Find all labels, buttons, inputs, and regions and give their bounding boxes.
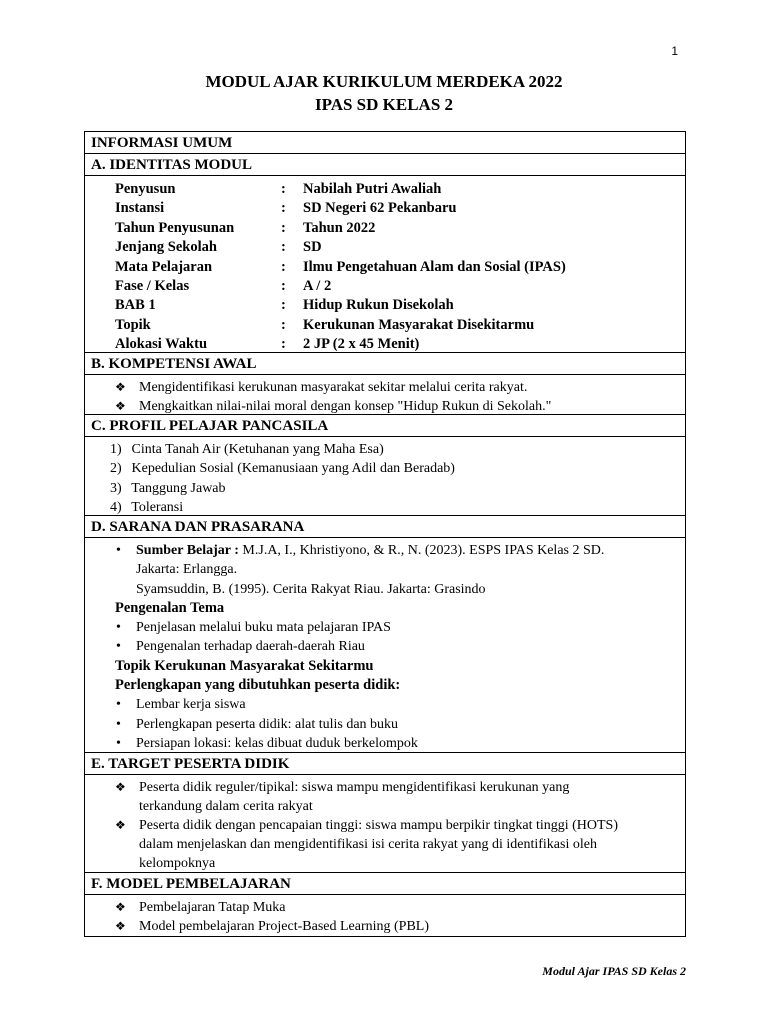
- diamond-bullet-icon: ❖: [115, 818, 126, 832]
- identitas-label: Jenjang Sekolah: [115, 239, 217, 256]
- identitas-label: Tahun Penyusunan: [115, 219, 235, 236]
- target-header: E. TARGET PESERTA DIDIK: [85, 753, 685, 775]
- target-line: terkandung dalam cerita rakyat: [139, 799, 313, 814]
- page-footer: Modul Ajar IPAS SD Kelas 2: [542, 964, 686, 978]
- identitas-value: Tahun 2022: [303, 219, 376, 236]
- module-info-table: [84, 131, 686, 937]
- pengenalan-item: Pengenalan terhadap daerah-daerah Riau: [136, 639, 365, 655]
- target-list: [85, 775, 685, 873]
- kompetensi-list: [85, 375, 685, 416]
- diamond-bullet-icon: ❖: [115, 380, 126, 394]
- identitas-row: [115, 335, 685, 354]
- identitas-colon: :: [281, 239, 286, 256]
- topik-heading: Topik Kerukunan Masyarakat Sekitarmu: [115, 657, 374, 674]
- perlengkapan-item: Lembar kerja siswa: [136, 697, 246, 713]
- identitas-colon: :: [281, 200, 286, 217]
- dot-bullet-icon: •: [116, 697, 121, 713]
- dot-bullet-icon: •: [116, 543, 121, 558]
- identitas-value: A / 2: [303, 277, 332, 294]
- identitas-value: Hidup Rukun Disekolah: [303, 297, 454, 314]
- pengenalan-item: Penjelasan melalui buku mata pelajaran IPAS: [136, 620, 391, 636]
- identitas-value: Kerukunan Masyarakat Disekitarmu: [303, 316, 535, 333]
- identitas-value: Nabilah Putri Awaliah: [303, 181, 442, 197]
- perlengkapan-item: Perlengkapan peserta didik: alat tulis dan buku: [136, 716, 399, 732]
- profil-header: C. PROFIL PELAJAR PANCASILA: [85, 415, 685, 437]
- identitas-row: [115, 296, 685, 315]
- target-section: [85, 775, 685, 873]
- list-item: [115, 378, 685, 397]
- item-number: 1): [110, 442, 122, 457]
- profil-item: Cinta Tanah Air (Ketuhanan yang Maha Esa): [131, 442, 384, 457]
- model-item: Model pembelajaran Project-Based Learning (PBL): [139, 919, 430, 934]
- profil-item: Toleransi: [131, 499, 184, 515]
- target-line: Peserta didik dengan pencapaian tinggi: siswa mampu berpikir tingkat tinggi (HOTS): [139, 818, 619, 833]
- sumber-text: M.J.A, I., Khristiyono, & R., N. (2023). ESPS IPAS Kelas 2 SD.: [238, 543, 605, 558]
- kompetensi-section: [85, 375, 685, 415]
- identitas-label: Mata Pelajaran: [115, 258, 213, 275]
- perlengkapan-item: Persiapan lokasi: kelas dibuat duduk berkelompok: [136, 735, 418, 751]
- identitas-colon: :: [281, 181, 286, 197]
- kompetensi-item: Mengkaitkan nilai-nilai moral dengan konsep "Hidup Rukun di Sekolah.": [139, 399, 552, 414]
- kompetensi-item: Mengidentifikasi kerukunan masyarakat sekitar melalui cerita rakyat.: [139, 380, 528, 395]
- identitas-grid: [85, 176, 685, 352]
- identitas-row: [115, 316, 685, 335]
- dot-bullet-icon: •: [116, 735, 121, 751]
- list-item: [85, 541, 685, 560]
- identitas-row: [115, 219, 685, 238]
- identitas-colon: :: [281, 258, 286, 275]
- profil-section: [85, 437, 685, 516]
- identitas-value: SD Negeri 62 Pekanbaru: [303, 200, 457, 217]
- identitas-colon: :: [281, 219, 286, 236]
- identitas-value: SD: [303, 239, 322, 256]
- document-title: [0, 70, 768, 116]
- sarana-section: [85, 538, 685, 753]
- list-item: [110, 479, 685, 498]
- list-item: [110, 440, 685, 459]
- target-line: dalam menjelaskan dan mengidentifikasi isi cerita rakyat yang di identifikasi oleh: [139, 837, 597, 852]
- dot-bullet-icon: •: [116, 639, 121, 655]
- list-item: [115, 778, 685, 816]
- identitas-row: [115, 258, 685, 277]
- title-line-1: MODUL AJAR KURIKULUM MERDEKA 2022: [205, 72, 563, 91]
- list-item: [110, 498, 685, 517]
- sarana-header: D. SARANA DAN PRASARANA: [85, 516, 685, 538]
- target-line: Peserta didik reguler/tipikal: siswa mampu mengidentifikasi kerukunan yang: [139, 780, 570, 795]
- sumber-continuation: Syamsuddin, B. (1995). Cerita Rakyat Riau. Jakarta: Grasindo: [136, 581, 486, 597]
- list-item: [85, 715, 685, 734]
- model-list: [85, 895, 685, 936]
- list-item: [110, 459, 685, 478]
- list-item: [85, 734, 685, 753]
- identitas-colon: :: [281, 316, 286, 333]
- identitas-label: Instansi: [115, 200, 165, 217]
- item-number: 3): [110, 480, 122, 496]
- info-umum-header: INFORMASI UMUM: [85, 132, 685, 154]
- identitas-label: BAB 1: [115, 297, 156, 314]
- list-item: [85, 637, 685, 656]
- model-header: F. MODEL PEMBELAJARAN: [85, 873, 685, 895]
- identitas-label: Penyusun: [115, 181, 176, 197]
- sumber-label: Sumber Belajar :: [136, 543, 239, 558]
- list-item: [115, 816, 685, 873]
- identitas-section: [85, 176, 685, 353]
- identitas-label: Fase / Kelas: [115, 277, 190, 294]
- diamond-bullet-icon: ❖: [115, 399, 126, 413]
- diamond-bullet-icon: ❖: [115, 900, 126, 914]
- identitas-colon: :: [281, 277, 286, 294]
- profil-item: Kepedulian Sosial (Kemanusiaan yang Adil dan Beradab): [131, 461, 455, 477]
- identitas-colon: :: [281, 297, 286, 314]
- identitas-row: [115, 199, 685, 218]
- kompetensi-header: B. KOMPETENSI AWAL: [85, 353, 685, 375]
- identitas-row: [115, 238, 685, 257]
- list-item: [85, 695, 685, 714]
- target-line: kelompoknya: [139, 856, 216, 871]
- list-item: [115, 898, 685, 917]
- title-line-2: IPAS SD KELAS 2: [314, 95, 454, 114]
- list-item: [115, 397, 685, 416]
- identitas-header: A. IDENTITAS MODUL: [85, 154, 685, 176]
- identitas-row: [115, 180, 685, 199]
- dot-bullet-icon: •: [116, 716, 121, 732]
- dot-bullet-icon: •: [116, 620, 121, 636]
- identitas-value: 2 JP (2 x 45 Menit): [303, 336, 420, 353]
- model-section: [85, 895, 685, 936]
- identitas-label: Alokasi Waktu: [115, 336, 208, 353]
- identitas-colon: :: [281, 336, 286, 353]
- diamond-bullet-icon: ❖: [115, 780, 126, 794]
- model-item: Pembelajaran Tatap Muka: [139, 900, 286, 915]
- item-number: 4): [110, 499, 122, 515]
- list-item: [115, 917, 685, 936]
- identitas-value: Ilmu Pengetahuan Alam dan Sosial (IPAS): [303, 258, 566, 275]
- profil-list: [85, 437, 685, 517]
- profil-item: Tanggung Jawab: [131, 480, 226, 496]
- diamond-bullet-icon: ❖: [115, 919, 126, 933]
- identitas-label: Topik: [115, 316, 151, 333]
- page-number: 1: [671, 44, 678, 58]
- perlengkapan-heading: Perlengkapan yang dibutuhkan peserta didik:: [115, 677, 401, 694]
- identitas-row: [115, 277, 685, 296]
- sumber-continuation: Jakarta: Erlangga.: [136, 562, 238, 578]
- list-item: [85, 618, 685, 637]
- pengenalan-heading: Pengenalan Tema: [115, 599, 225, 616]
- item-number: 2): [110, 461, 122, 477]
